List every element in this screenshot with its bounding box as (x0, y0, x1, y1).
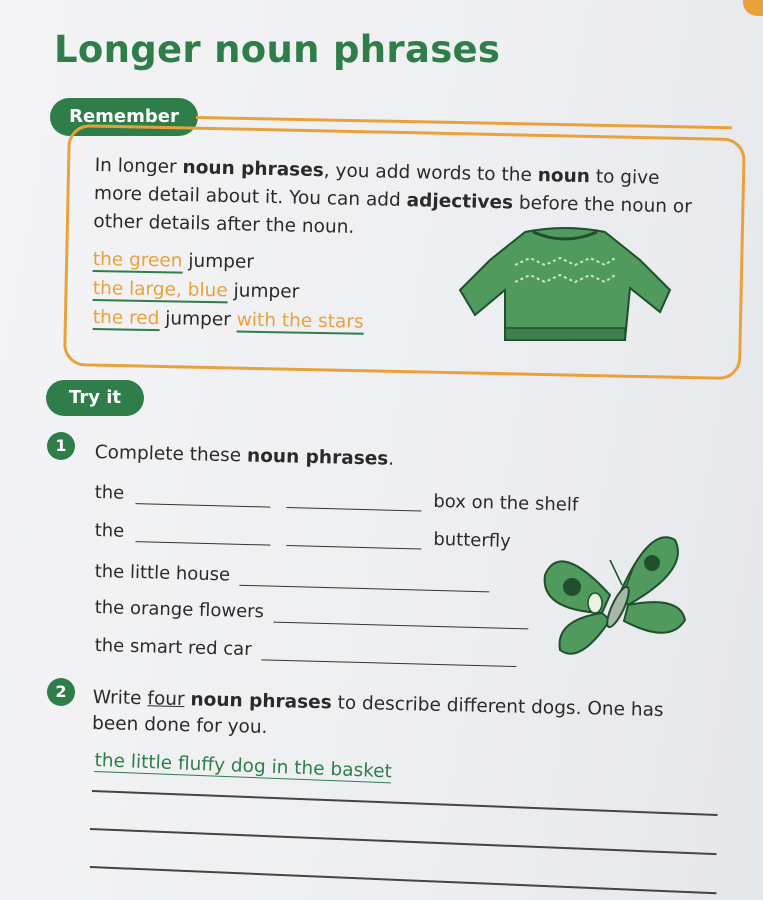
page-corner-tab (743, 0, 763, 16)
writing-line[interactable] (90, 828, 717, 855)
answer-blank[interactable] (261, 641, 516, 667)
try-it-label: Try it (46, 380, 144, 416)
question-1-prompt: Complete these noun phrases. (94, 442, 395, 470)
page-title: Longer noun phrases (54, 28, 501, 71)
q1-row-2: the butterfly (94, 520, 512, 552)
q1-row-1: the box on the shelf (94, 482, 579, 516)
example-phrase: the red jumper with the stars (92, 307, 364, 333)
example-phrase: the large, blue jumper (92, 278, 300, 303)
remember-rule (196, 116, 732, 129)
example-answer: the little fluffy dog in the basket (94, 750, 393, 783)
question-2-prompt: Write four noun phrases to describe different dogs. One has been done for you. (91, 686, 664, 738)
jumper-illustration (455, 220, 675, 350)
question-1-number: 1 (47, 432, 75, 460)
answer-blank[interactable] (286, 489, 421, 512)
remember-text: In longer noun phrases, you add words to the noun to give more detail about it. You can add adjectives before the noun or other details after the noun. (93, 154, 693, 238)
answer-blank[interactable] (136, 485, 271, 508)
writing-line[interactable] (92, 790, 718, 816)
writing-line[interactable] (90, 866, 717, 894)
answer-blank[interactable] (286, 527, 421, 550)
answer-blank[interactable] (240, 567, 490, 593)
answer-blank[interactable] (136, 523, 271, 546)
remember-label: Remember (50, 98, 198, 136)
butterfly-illustration (540, 525, 690, 665)
example-phrase: the green jumper (92, 249, 255, 273)
answer-blank[interactable] (273, 604, 528, 630)
q1-row-5: the smart red car (94, 635, 516, 667)
q1-row-3: the little house (94, 561, 490, 592)
question-2-number: 2 (47, 678, 75, 706)
q1-row-4: the orange flowers (94, 597, 528, 629)
